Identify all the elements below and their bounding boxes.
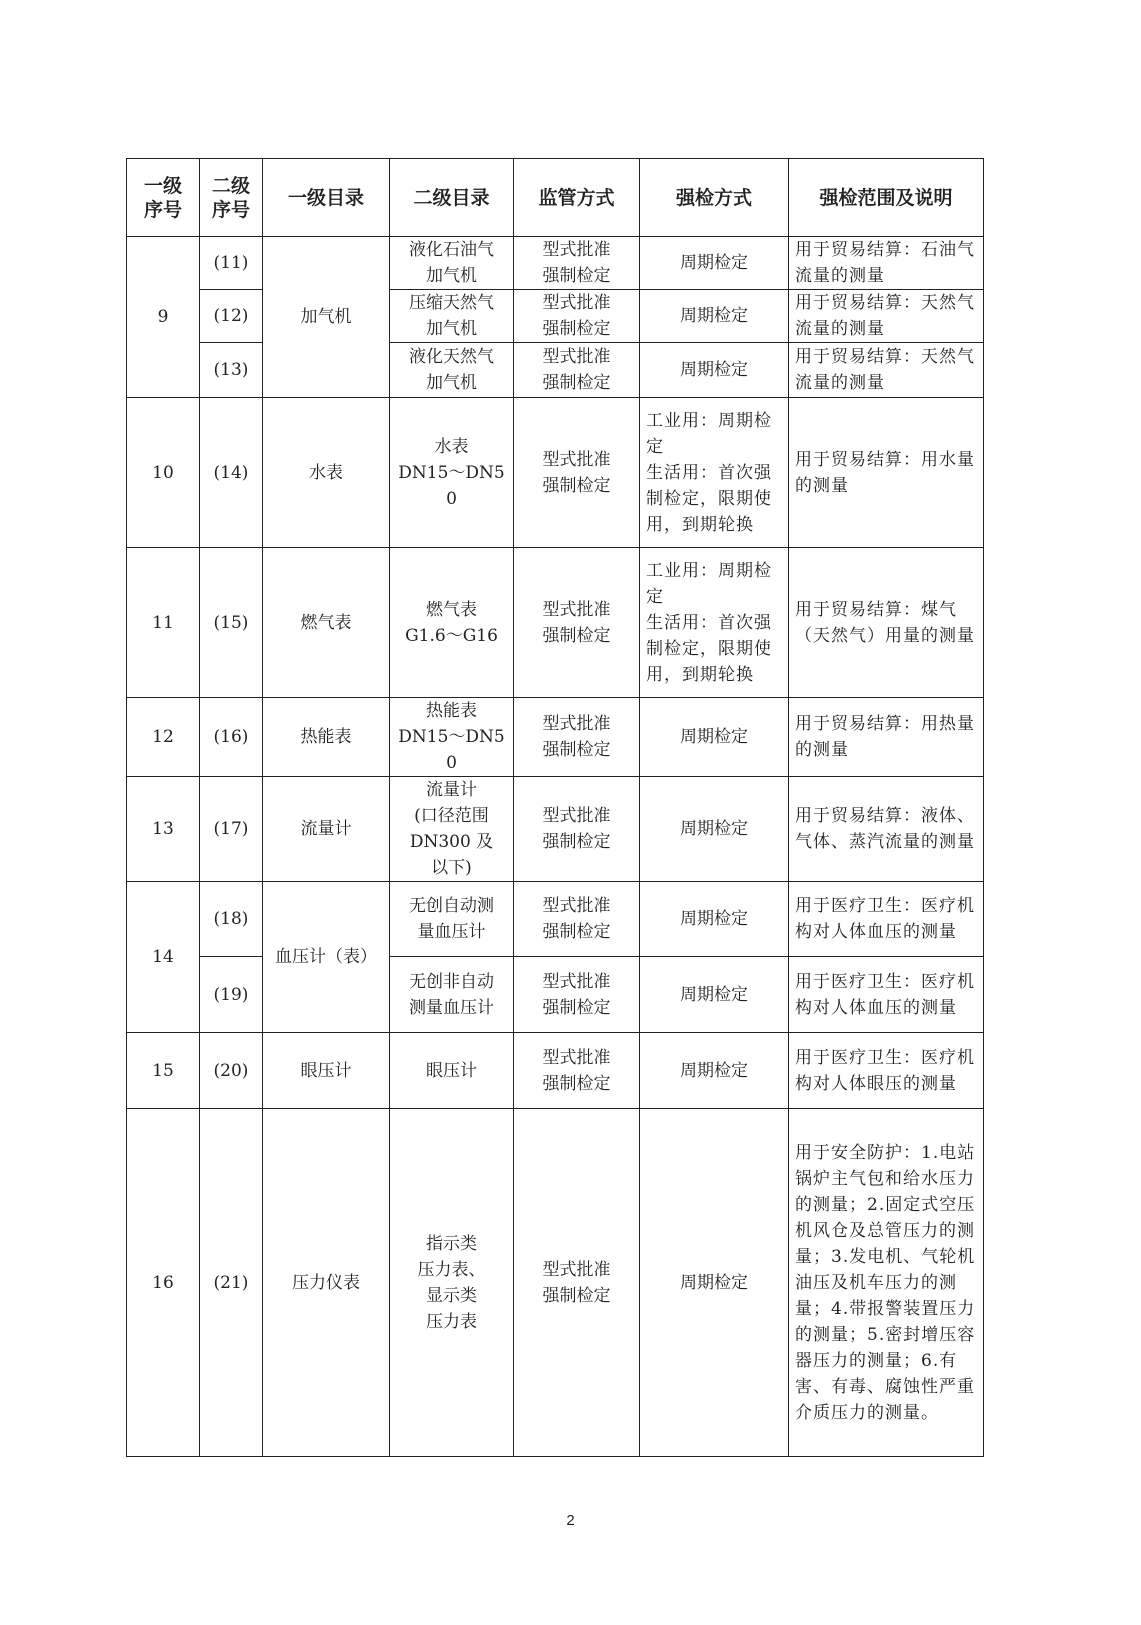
inspection-cell: 周期检定 [640, 777, 789, 882]
table-body [127, 237, 984, 1457]
inspection-cell: 周期检定 [640, 882, 789, 957]
inspection-cell: 工业用：周期检定 生活用：首次强制检定，限期使用，到期轮换 [640, 398, 789, 548]
supervision-cell: 型式批准 强制检定 [514, 398, 640, 548]
scope-cell: 用于安全防护：1.电站锅炉主气包和给水压力的测量；2.固定式空压机风仓及总管压力的测量；3.发电机、气轮机油压及机车压力的测量；4.带报警装置压力的测量；5.密封增压容器压力的测量；6.有害、有毒、腐蚀性严重介质压力的测量。 [789, 1109, 984, 1457]
supervision-cell: 型式批准 强制检定 [514, 290, 640, 343]
table-row [127, 777, 984, 882]
supervision-cell: 型式批准 强制检定 [514, 698, 640, 777]
level1-no-cell: 10 [127, 398, 200, 548]
table-row [127, 548, 984, 698]
level2-no-cell: (20) [200, 1033, 263, 1109]
scope-cell: 用于贸易结算：用热量的测量 [789, 698, 984, 777]
supervision-cell: 型式批准 强制检定 [514, 343, 640, 398]
table-row [127, 957, 984, 1033]
header-supervision: 监管方式 [514, 159, 640, 237]
inspection-cell: 周期检定 [640, 1033, 789, 1109]
level2-cat-cell: 水表 DN15～DN50 [390, 398, 514, 548]
scope-cell: 用于贸易结算：煤气（天然气）用量的测量 [789, 548, 984, 698]
level2-no-cell: (12) [200, 290, 263, 343]
scope-cell: 用于医疗卫生：医疗机构对人体血压的测量 [789, 957, 984, 1033]
table-row [127, 1109, 984, 1457]
header-level1-cat: 一级目录 [263, 159, 390, 237]
header-level1-no: 一级 序号 [127, 159, 200, 237]
table-row [127, 698, 984, 777]
inspection-cell: 周期检定 [640, 957, 789, 1033]
level1-cat-cell: 燃气表 [263, 548, 390, 698]
level2-no-cell: (14) [200, 398, 263, 548]
level1-no-cell: 11 [127, 548, 200, 698]
level2-no-cell: (13) [200, 343, 263, 398]
level2-cat-cell: 液化天然气 加气机 [390, 343, 514, 398]
level1-no-cell: 16 [127, 1109, 200, 1457]
header-level2-cat: 二级目录 [390, 159, 514, 237]
inspection-cell: 工业用：周期检定 生活用：首次强制检定，限期使用，到期轮换 [640, 548, 789, 698]
level1-cat-cell: 水表 [263, 398, 390, 548]
scope-cell: 用于贸易结算：天然气流量的测量 [789, 343, 984, 398]
level2-cat-cell: 流量计 (口径范围 DN300 及 以下) [390, 777, 514, 882]
table-row [127, 290, 984, 343]
table-row [127, 398, 984, 548]
level2-cat-cell: 无创非自动 测量血压计 [390, 957, 514, 1033]
supervision-cell: 型式批准 强制检定 [514, 237, 640, 290]
level2-cat-cell: 指示类 压力表、 显示类 压力表 [390, 1109, 514, 1457]
level2-no-cell: (21) [200, 1109, 263, 1457]
inspection-cell: 周期检定 [640, 1109, 789, 1457]
level1-cat-cell: 流量计 [263, 777, 390, 882]
scope-cell: 用于医疗卫生：医疗机构对人体眼压的测量 [789, 1033, 984, 1109]
level2-cat-cell: 燃气表 G1.6～G16 [390, 548, 514, 698]
level2-cat-cell: 热能表 DN15～DN50 [390, 698, 514, 777]
table-row [127, 237, 984, 290]
level1-no-cell: 14 [127, 882, 200, 1033]
level2-cat-cell: 无创自动测 量血压计 [390, 882, 514, 957]
header-inspection: 强检方式 [640, 159, 789, 237]
supervision-cell: 型式批准 强制检定 [514, 882, 640, 957]
level2-no-cell: (17) [200, 777, 263, 882]
table-row [127, 882, 984, 957]
supervision-cell: 型式批准 强制检定 [514, 1033, 640, 1109]
level2-no-cell: (19) [200, 957, 263, 1033]
header-level2-no: 二级 序号 [200, 159, 263, 237]
supervision-cell: 型式批准 强制检定 [514, 957, 640, 1033]
level2-no-cell: (18) [200, 882, 263, 957]
inspection-cell: 周期检定 [640, 343, 789, 398]
level1-no-cell: 12 [127, 698, 200, 777]
inspection-cell: 周期检定 [640, 290, 789, 343]
level1-no-cell: 9 [127, 237, 200, 398]
level1-cat-cell: 眼压计 [263, 1033, 390, 1109]
page-number: 2 [566, 1512, 575, 1529]
table-row [127, 343, 984, 398]
supervision-cell: 型式批准 强制检定 [514, 548, 640, 698]
level1-no-cell: 13 [127, 777, 200, 882]
level2-cat-cell: 眼压计 [390, 1033, 514, 1109]
inspection-cell: 周期检定 [640, 698, 789, 777]
scope-cell: 用于贸易结算：石油气流量的测量 [789, 237, 984, 290]
level2-cat-cell: 液化石油气 加气机 [390, 237, 514, 290]
level2-no-cell: (11) [200, 237, 263, 290]
level1-no-cell: 15 [127, 1033, 200, 1109]
level1-cat-cell: 加气机 [263, 237, 390, 398]
scope-cell: 用于贸易结算：用水量的测量 [789, 398, 984, 548]
level1-cat-cell: 血压计（表） [263, 882, 390, 1033]
level1-cat-cell: 热能表 [263, 698, 390, 777]
supervision-cell: 型式批准 强制检定 [514, 1109, 640, 1457]
header-row [127, 159, 984, 237]
scope-cell: 用于医疗卫生：医疗机构对人体血压的测量 [789, 882, 984, 957]
inspection-cell: 周期检定 [640, 237, 789, 290]
level2-cat-cell: 压缩天然气 加气机 [390, 290, 514, 343]
supervision-cell: 型式批准 强制检定 [514, 777, 640, 882]
catalog-table [126, 158, 984, 1457]
level2-no-cell: (16) [200, 698, 263, 777]
scope-cell: 用于贸易结算：液体、气体、蒸汽流量的测量 [789, 777, 984, 882]
header-scope: 强检范围及说明 [789, 159, 984, 237]
table-row [127, 1033, 984, 1109]
level1-cat-cell: 压力仪表 [263, 1109, 390, 1457]
level2-no-cell: (15) [200, 548, 263, 698]
scope-cell: 用于贸易结算：天然气流量的测量 [789, 290, 984, 343]
